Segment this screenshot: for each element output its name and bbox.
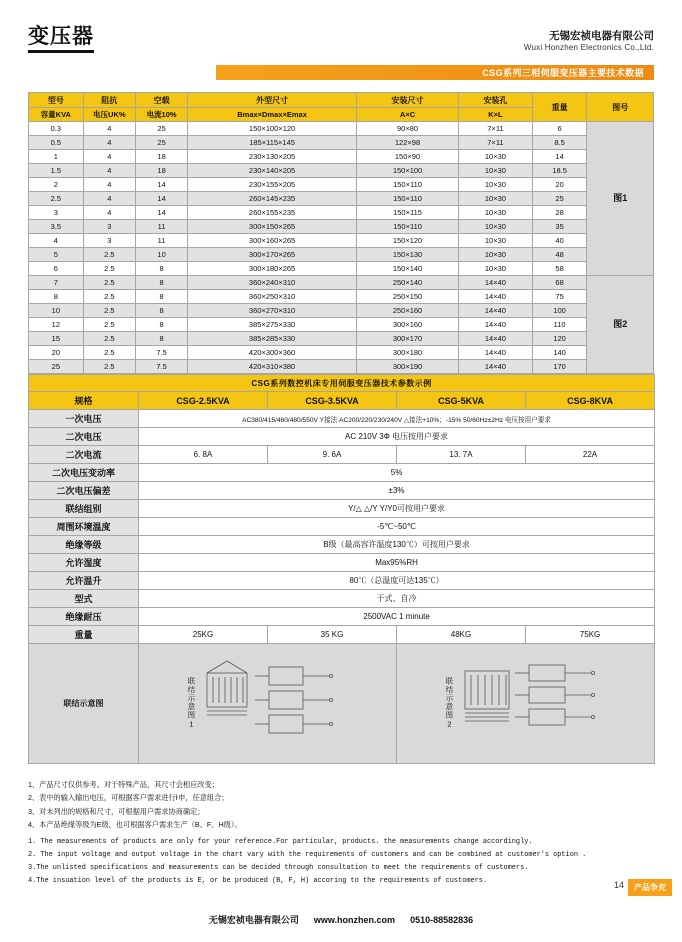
cell-io: 7.5 — [135, 360, 187, 374]
col-sub-uk: 电压UK% — [83, 108, 135, 122]
notes-section — [28, 778, 654, 887]
table-row — [29, 318, 654, 332]
param-band-title: CSG系列数控机床专用伺服变压器技术参数示例 — [29, 375, 655, 392]
param-value: 75KG — [526, 626, 655, 644]
company-name-cn: 无锡宏祯电器有限公司 — [549, 29, 654, 42]
cell-uk: 4 — [83, 206, 135, 220]
param-row — [29, 500, 655, 518]
footer-website[interactable]: www.honzhen.com — [313, 915, 396, 925]
param-value: 13. 7A — [397, 446, 526, 464]
cell-hole: 14×40 — [459, 332, 533, 346]
cell-dim: 385×275×330 — [188, 318, 357, 332]
cell-io: 8 — [135, 262, 187, 276]
cell-uk: 2.5 — [83, 332, 135, 346]
cell-weight: 14 — [532, 150, 587, 164]
cell-weight: 58 — [532, 262, 587, 276]
cell-mount: 150×110 — [356, 178, 458, 192]
cell-kva: 4 — [29, 234, 84, 248]
cell-uk: 3 — [83, 220, 135, 234]
parameter-table — [28, 374, 655, 764]
param-label: 二次电流 — [29, 446, 139, 464]
cell-hole: 10×30 — [459, 164, 533, 178]
cell-weight: 68 — [532, 276, 587, 290]
dimension-table — [28, 92, 654, 374]
cell-kva: 8 — [29, 290, 84, 304]
model-csg5: CSG-5KVA — [397, 392, 526, 410]
cell-uk: 3 — [83, 234, 135, 248]
col-sub-io: 电流10% — [135, 108, 187, 122]
cell-dim: 260×145×235 — [188, 192, 357, 206]
cell-mount: 250×150 — [356, 290, 458, 304]
table-row — [29, 290, 654, 304]
param-label: 型式 — [29, 590, 139, 608]
model-csg35: CSG-3.5KVA — [268, 392, 397, 410]
param-header-row — [29, 392, 655, 410]
param-label: 重量 — [29, 626, 139, 644]
table-row — [29, 136, 654, 150]
cell-dim: 420×300×360 — [188, 346, 357, 360]
cell-uk: 4 — [83, 192, 135, 206]
col-head-outer-dim: 外型尺寸 — [188, 93, 357, 108]
cell-mount: 250×160 — [356, 304, 458, 318]
cell-weight: 20 — [532, 178, 587, 192]
cell-mount: 122×98 — [356, 136, 458, 150]
cell-uk: 2.5 — [83, 276, 135, 290]
footer-phone: 0510-88582836 — [410, 915, 474, 925]
cell-mount: 90×80 — [356, 122, 458, 136]
cell-dim: 260×155×235 — [188, 206, 357, 220]
param-value: 干式、自冷 — [139, 590, 655, 608]
section-banner — [28, 65, 654, 80]
table-row — [29, 178, 654, 192]
page-footer — [0, 913, 682, 926]
note-cn-3: 3、对未列出的规格和尺寸，可根据用户需求协商确定； — [28, 806, 205, 816]
cell-weight: 140 — [532, 346, 587, 360]
cell-hole: 10×30 — [459, 206, 533, 220]
cell-weight: 110 — [532, 318, 587, 332]
cell-io: 8 — [135, 318, 187, 332]
cell-hole: 10×30 — [459, 178, 533, 192]
table-row — [29, 192, 654, 206]
param-row — [29, 626, 655, 644]
wiring-diagram-icon-2 — [457, 653, 607, 755]
cell-io: 8 — [135, 276, 187, 290]
cell-uk: 2.5 — [83, 304, 135, 318]
param-value: 35 KG — [268, 626, 397, 644]
cell-weight: 48 — [532, 248, 587, 262]
cell-dim: 300×170×265 — [188, 248, 357, 262]
table-row — [29, 122, 654, 136]
brand-logo — [28, 26, 94, 53]
schematic-label: 联结示意图 — [29, 644, 139, 764]
cell-hole: 14×40 — [459, 346, 533, 360]
cell-mount: 150×110 — [356, 192, 458, 206]
model-csg25: CSG-2.5KVA — [139, 392, 268, 410]
note-en-4: 4.The insuation level of the products is E, or be produced (B, F, H) accoring to the requirements of customers. — [28, 876, 487, 885]
cell-weight: 28 — [532, 206, 587, 220]
cell-hole: 14×40 — [459, 318, 533, 332]
cell-dim: 230×155×205 — [188, 178, 357, 192]
cell-mount: 150×110 — [356, 220, 458, 234]
param-band-row — [29, 375, 655, 392]
cell-hole: 7×11 — [459, 136, 533, 150]
param-label: 二次电压变动率 — [29, 464, 139, 482]
param-value: AC380/415/460/480/550V Y接法 AC200/220/230/240V △接法+10%；-15% 50/60Hz±2Hz 电压按用户要求 — [139, 410, 655, 428]
cell-uk: 4 — [83, 178, 135, 192]
cell-dim: 300×180×265 — [188, 262, 357, 276]
param-value: 25KG — [139, 626, 268, 644]
schematic-caption-1: 联结示意图1 — [186, 677, 196, 730]
col-head-mount-hole: 安装孔 — [459, 93, 533, 108]
cell-mount: 300×190 — [356, 360, 458, 374]
cell-kva: 2.5 — [29, 192, 84, 206]
cell-io: 8 — [135, 290, 187, 304]
col-sub-kl: K×L — [459, 108, 533, 122]
schematic-row — [29, 644, 655, 764]
cell-uk: 2.5 — [83, 248, 135, 262]
param-label: 联结组别 — [29, 500, 139, 518]
cell-mount: 250×140 — [356, 276, 458, 290]
param-value: 22A — [526, 446, 655, 464]
cell-kva: 7 — [29, 276, 84, 290]
cell-uk: 2.5 — [83, 318, 135, 332]
cell-weight: 100 — [532, 304, 587, 318]
cell-mount: 300×170 — [356, 332, 458, 346]
col-head-noload: 空载 — [135, 93, 187, 108]
param-label: 允许湿度 — [29, 554, 139, 572]
cell-weight: 75 — [532, 290, 587, 304]
cell-kva: 6 — [29, 262, 84, 276]
cell-dim: 360×250×310 — [188, 290, 357, 304]
param-label: 绝缘等级 — [29, 536, 139, 554]
cell-hole: 14×40 — [459, 276, 533, 290]
cell-uk: 2.5 — [83, 262, 135, 276]
cell-kva: 1.5 — [29, 164, 84, 178]
cell-io: 11 — [135, 234, 187, 248]
section-banner-text: CSG系列三相伺服变压器主要技术数据 — [482, 68, 644, 78]
cell-hole: 10×30 — [459, 262, 533, 276]
cell-weight: 120 — [532, 332, 587, 346]
param-row — [29, 536, 655, 554]
cell-hole: 10×30 — [459, 150, 533, 164]
param-label: 允许温升 — [29, 572, 139, 590]
table-row — [29, 346, 654, 360]
param-value: Y/△ △/Y Y/Y0可按用户要求 — [139, 500, 655, 518]
col-sub-kva: 容量KVA — [29, 108, 84, 122]
cell-mount: 150×115 — [356, 206, 458, 220]
cell-dim: 300×150×265 — [188, 220, 357, 234]
param-value: 6. 8A — [139, 446, 268, 464]
cell-kva: 0.5 — [29, 136, 84, 150]
cell-kva: 20 — [29, 346, 84, 360]
param-label: 周围环境温度 — [29, 518, 139, 536]
col-sub-ac: A×C — [356, 108, 458, 122]
cell-weight: 8.5 — [532, 136, 587, 150]
param-label: 二次电压 — [29, 428, 139, 446]
param-label: 二次电压偏差 — [29, 482, 139, 500]
cell-hole: 10×30 — [459, 234, 533, 248]
table-row — [29, 248, 654, 262]
cell-uk: 4 — [83, 122, 135, 136]
param-value: 5% — [139, 464, 655, 482]
param-value: 2500VAC 1 minute — [139, 608, 655, 626]
cell-dim: 300×160×265 — [188, 234, 357, 248]
param-row — [29, 518, 655, 536]
param-row — [29, 572, 655, 590]
cell-kva: 2 — [29, 178, 84, 192]
note-cn-2: 2、表中的输入输出电压，可根据客户需求进行ŀ申，任意组合； — [28, 793, 229, 803]
table-row — [29, 234, 654, 248]
table-row — [29, 332, 654, 346]
table-row — [29, 276, 654, 290]
cell-dim: 185×115×145 — [188, 136, 357, 150]
cell-io: 10 — [135, 248, 187, 262]
note-en-1: 1. The measurements of products are only for your reference.For particular, products. the measurements change accordingly. — [28, 838, 533, 847]
cell-hole: 10×30 — [459, 192, 533, 206]
page-header — [0, 0, 682, 59]
cell-kva: 5 — [29, 248, 84, 262]
param-value: 80℃（总温度可达135℃） — [139, 572, 655, 590]
company-info — [524, 30, 654, 53]
cell-io: 25 — [135, 122, 187, 136]
cell-dim: 385×285×330 — [188, 332, 357, 346]
param-row — [29, 446, 655, 464]
footer-company: 无锡宏祯电器有限公司 — [208, 915, 299, 925]
cell-kva: 0.3 — [29, 122, 84, 136]
cell-dim: 360×240×310 — [188, 276, 357, 290]
cell-weight: 18.5 — [532, 164, 587, 178]
param-row — [29, 410, 655, 428]
cell-figure-2: 图2 — [587, 276, 654, 374]
cell-dim: 230×130×205 — [188, 150, 357, 164]
param-value: AC 210V 3Ф 电压按用户要求 — [139, 428, 655, 446]
cell-kva: 12 — [29, 318, 84, 332]
cell-kva: 3 — [29, 206, 84, 220]
wiring-diagram-icon — [199, 653, 349, 755]
cell-figure-1: 图1 — [587, 122, 654, 276]
spec-table-wrap — [28, 92, 654, 764]
cell-uk: 4 — [83, 150, 135, 164]
cell-weight: 170 — [532, 360, 587, 374]
cell-io: 18 — [135, 164, 187, 178]
cell-hole: 10×30 — [459, 220, 533, 234]
cell-weight: 35 — [532, 220, 587, 234]
cell-kva: 15 — [29, 332, 84, 346]
param-value: Max95%RH — [139, 554, 655, 572]
company-name-en: Wuxi Honzhen Electronics Co.,Ltd. — [523, 43, 654, 52]
note-en-2: 2. The input voltage and output voltage in the chart vary with the requirements of customers and can be combined at customer's option . — [28, 851, 587, 860]
cell-mount: 150×120 — [356, 234, 458, 248]
schematic-diagram-2 — [397, 644, 655, 764]
table-row — [29, 206, 654, 220]
table-row — [29, 220, 654, 234]
schematic-diagram-1 — [139, 644, 397, 764]
cell-kva: 25 — [29, 360, 84, 374]
cell-mount: 150×90 — [356, 150, 458, 164]
cell-io: 18 — [135, 150, 187, 164]
model-csg8: CSG-8KVA — [526, 392, 655, 410]
cell-hole: 14×40 — [459, 290, 533, 304]
note-cn-1: 1、产品尺寸仅供参考。对于特殊产品，其尺寸会相应改变； — [28, 780, 219, 789]
note-en-3: 3.The unlisted specifications and measurements can be decided through consultation to meet the requirements of customers. — [28, 863, 529, 872]
col-head-weight: 重量 — [532, 93, 587, 122]
cell-io: 14 — [135, 178, 187, 192]
param-row — [29, 428, 655, 446]
cell-io: 14 — [135, 192, 187, 206]
param-row — [29, 608, 655, 626]
cell-uk: 4 — [83, 136, 135, 150]
param-label: 一次电压 — [29, 410, 139, 428]
param-value: 9. 6A — [268, 446, 397, 464]
logo-title: 变压器 — [28, 26, 94, 53]
cell-weight: 6 — [532, 122, 587, 136]
cell-dim: 150×100×120 — [188, 122, 357, 136]
cell-uk: 2.5 — [83, 346, 135, 360]
schematic-caption-2: 联结示意图2 — [444, 677, 454, 730]
cell-hole: 14×40 — [459, 304, 533, 318]
table-row — [29, 304, 654, 318]
table-header-row-1 — [29, 93, 654, 108]
cell-dim: 230×140×205 — [188, 164, 357, 178]
cell-io: 8 — [135, 332, 187, 346]
param-row — [29, 482, 655, 500]
cell-mount: 300×160 — [356, 318, 458, 332]
table-row — [29, 360, 654, 374]
cell-hole: 10×30 — [459, 248, 533, 262]
col-head-impedance: 阻抗 — [83, 93, 135, 108]
param-value: ±3% — [139, 482, 655, 500]
param-row — [29, 464, 655, 482]
note-cn-4: 4、本产品绝缘等级为E级，也可根据客户需求生产（B、F、H级）。 — [28, 819, 242, 829]
cell-uk: 2.5 — [83, 360, 135, 374]
param-value: B级（最高容许温度130℃）可按用户要求 — [139, 536, 655, 554]
cell-kva: 1 — [29, 150, 84, 164]
cell-mount: 150×140 — [356, 262, 458, 276]
cell-hole: 7×11 — [459, 122, 533, 136]
col-head-mount-dim: 安装尺寸 — [356, 93, 458, 108]
param-row — [29, 590, 655, 608]
cell-dim: 360×270×310 — [188, 304, 357, 318]
col-head-model: 型号 — [29, 93, 84, 108]
cell-io: 14 — [135, 206, 187, 220]
param-value: -5℃~50℃ — [139, 518, 655, 536]
cell-io: 25 — [135, 136, 187, 150]
cell-hole: 14×40 — [459, 360, 533, 374]
cell-io: 11 — [135, 220, 187, 234]
col-sub-bde: Bmax×Dmax×Emax — [188, 108, 357, 122]
page-number: 14 — [613, 880, 624, 890]
cell-io: 7.5 — [135, 346, 187, 360]
param-label: 绝缘耐压 — [29, 608, 139, 626]
param-row — [29, 554, 655, 572]
cell-weight: 40 — [532, 234, 587, 248]
col-head-figure: 图号 — [587, 93, 654, 122]
cell-dim: 420×310×380 — [188, 360, 357, 374]
table-row — [29, 164, 654, 178]
cell-weight: 25 — [532, 192, 587, 206]
cell-kva: 10 — [29, 304, 84, 318]
section-tab: 产品争充 — [628, 879, 672, 896]
param-spec-label: 规格 — [29, 392, 139, 410]
cell-mount: 150×130 — [356, 248, 458, 262]
cell-uk: 4 — [83, 164, 135, 178]
cell-mount: 150×100 — [356, 164, 458, 178]
param-value: 48KG — [397, 626, 526, 644]
cell-mount: 300×180 — [356, 346, 458, 360]
cell-kva: 3.5 — [29, 220, 84, 234]
cell-io: 8 — [135, 304, 187, 318]
cell-uk: 2.5 — [83, 290, 135, 304]
table-row — [29, 150, 654, 164]
table-row — [29, 262, 654, 276]
